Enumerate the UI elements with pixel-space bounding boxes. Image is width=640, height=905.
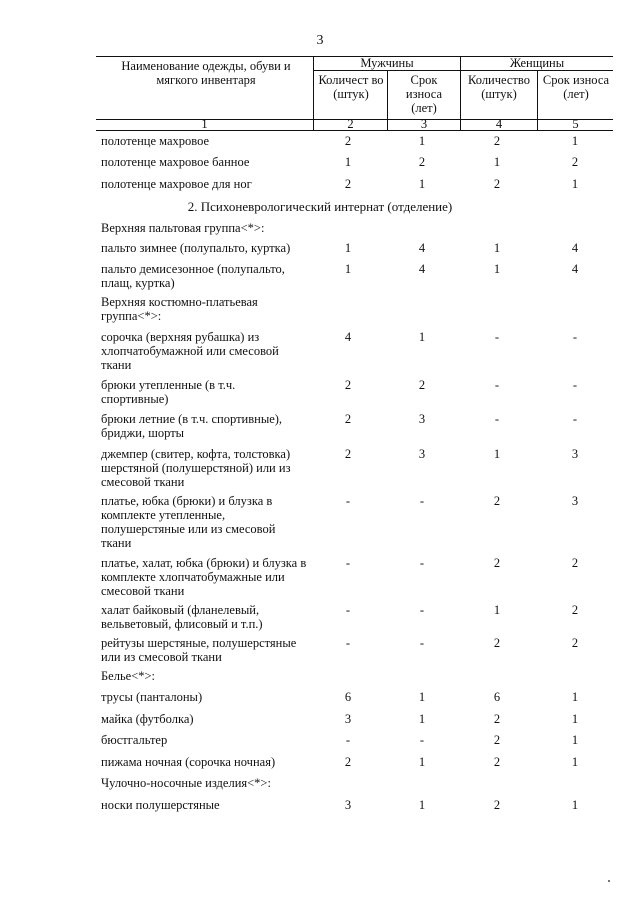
header-women-quantity: Количество (штук) (468, 73, 530, 101)
women-term: 1 (571, 733, 579, 747)
header-men-quantity: Количест во (штук) (318, 73, 384, 101)
men-term: - (419, 494, 425, 508)
women-quantity: 2 (493, 494, 501, 508)
column-number-1: 1 (201, 117, 208, 131)
men-quantity: 6 (344, 690, 352, 704)
men-quantity: 3 (344, 712, 352, 726)
men-term: - (419, 733, 425, 747)
header-men-term: Срок износа (лет) (405, 73, 443, 115)
women-quantity: 6 (493, 690, 501, 704)
men-quantity: 4 (344, 330, 352, 344)
men-term: 2 (418, 378, 426, 392)
women-quantity: 1 (493, 155, 501, 169)
row-name: Белье<*>: (101, 669, 156, 683)
column-number-5: 5 (572, 117, 579, 131)
women-quantity: 1 (493, 447, 501, 461)
women-term: 1 (571, 712, 579, 726)
women-term: 4 (571, 262, 579, 276)
women-term: 3 (571, 494, 579, 508)
men-quantity: - (345, 733, 351, 747)
women-term: 1 (571, 134, 579, 148)
page-number: 3 (316, 33, 324, 48)
row-name: брюки утепленные (в т.ч. спортивные) (101, 378, 236, 406)
men-quantity: 1 (344, 241, 352, 255)
column-number-3: 3 (420, 117, 428, 131)
row-name: полотенце махровое для ног (101, 177, 252, 191)
men-term: 4 (418, 241, 426, 255)
women-term: 1 (571, 177, 579, 191)
row-name: майка (футболка) (101, 712, 194, 726)
men-quantity: 2 (344, 755, 352, 769)
row-name: сорочка (верхняя рубашка) из хлопчатобумажной или смесовой ткани (101, 330, 279, 372)
women-quantity: 2 (493, 755, 501, 769)
men-quantity: - (345, 494, 351, 508)
women-term: 3 (571, 447, 579, 461)
row-name: Верхняя костюмно-платьевая группа<*>: (101, 295, 258, 323)
men-quantity: 2 (344, 134, 352, 148)
row-name: пальто демисезонное (полупальто, плащ, куртка) (101, 262, 285, 290)
men-term: 1 (418, 177, 426, 191)
row-name: полотенце махровое (101, 134, 210, 148)
row-name: трусы (панталоны) (101, 690, 203, 704)
women-quantity: 2 (493, 636, 501, 650)
women-term: 2 (571, 556, 579, 570)
men-term: 1 (418, 798, 426, 812)
column-number-2: 2 (347, 117, 354, 131)
women-quantity: - (494, 330, 500, 344)
women-term: 4 (571, 241, 579, 255)
men-quantity: 2 (344, 177, 352, 191)
women-quantity: 1 (493, 241, 501, 255)
men-term: 1 (418, 330, 426, 344)
men-quantity: 2 (344, 378, 352, 392)
men-term: 3 (418, 447, 426, 461)
men-quantity: 2 (344, 447, 352, 461)
men-term: 1 (418, 134, 426, 148)
men-term: 1 (418, 712, 426, 726)
women-term: 1 (571, 690, 579, 704)
row-name: платье, юбка (брюки) и блузка в комплекте утепленные, полушерстяные или из смесовой ткани (101, 494, 276, 550)
women-quantity: - (494, 412, 500, 426)
men-term: 1 (418, 755, 426, 769)
row-name: Чулочно-носочные изделия<*>: (101, 776, 271, 790)
women-term: - (572, 412, 578, 426)
column-number-4: 4 (495, 117, 503, 131)
men-quantity: 1 (344, 155, 352, 169)
row-name: пижама ночная (сорочка ночная) (101, 755, 276, 769)
header-women: Женщины (509, 56, 565, 70)
row-name: носки полушерстяные (101, 798, 220, 812)
women-quantity: 2 (493, 733, 501, 747)
men-term: 1 (418, 690, 426, 704)
women-term: - (572, 330, 578, 344)
men-quantity: - (345, 636, 351, 650)
row-name: брюки летние (в т.ч. спортивные), бриджи, шорты (101, 412, 283, 440)
men-term: - (419, 603, 425, 617)
men-quantity: 2 (344, 412, 352, 426)
women-quantity: 2 (493, 712, 501, 726)
men-quantity: - (345, 603, 351, 617)
row-name: халат байковый (фланелевый, вельветовый, флисовый и т.п.) (101, 603, 263, 631)
men-term: - (419, 556, 425, 570)
women-quantity: 2 (493, 134, 501, 148)
men-term: 3 (418, 412, 426, 426)
row-name: Верхняя пальтовая группа<*>: (101, 221, 265, 235)
table-header (96, 56, 613, 131)
men-quantity: 3 (344, 798, 352, 812)
women-term: 2 (571, 636, 579, 650)
row-name: джемпер (свитер, кофта, толстовка) шерстяной (полушерстяной) или из смесовой ткани (101, 447, 291, 489)
scan-speck (608, 880, 610, 882)
women-term: 2 (571, 155, 579, 169)
men-quantity: - (345, 556, 351, 570)
women-quantity: 2 (493, 177, 501, 191)
row-name: бюстгальтер (101, 733, 168, 747)
header-men: Мужчины (360, 56, 414, 70)
men-term: 4 (418, 262, 426, 276)
row-name: платье, халат, юбка (брюки) и блузка в комплекте хлопчатобумажные или смесовой ткани (101, 556, 307, 598)
women-quantity: 2 (493, 798, 501, 812)
header-women-term: Срок износа (лет) (542, 73, 610, 101)
men-term: - (419, 636, 425, 650)
header-name-column: Наименование одежды, обуви и мягкого инвентаря (121, 59, 291, 87)
row-name: пальто зимнее (полупальто, куртка) (101, 241, 291, 255)
women-quantity: - (494, 378, 500, 392)
women-quantity: 1 (493, 603, 501, 617)
women-term: 1 (571, 755, 579, 769)
women-quantity: 2 (493, 556, 501, 570)
women-term: 2 (571, 603, 579, 617)
section-title: 2. Психоневрологический интернат (отделение) (187, 199, 453, 214)
women-quantity: 1 (493, 262, 501, 276)
men-term: 2 (418, 155, 426, 169)
row-name: рейтузы шерстяные, полушерстяные или из смесовой ткани (101, 636, 297, 664)
women-term: 1 (571, 798, 579, 812)
men-quantity: 1 (344, 262, 352, 276)
row-name: полотенце махровое банное (101, 155, 250, 169)
women-term: - (572, 378, 578, 392)
